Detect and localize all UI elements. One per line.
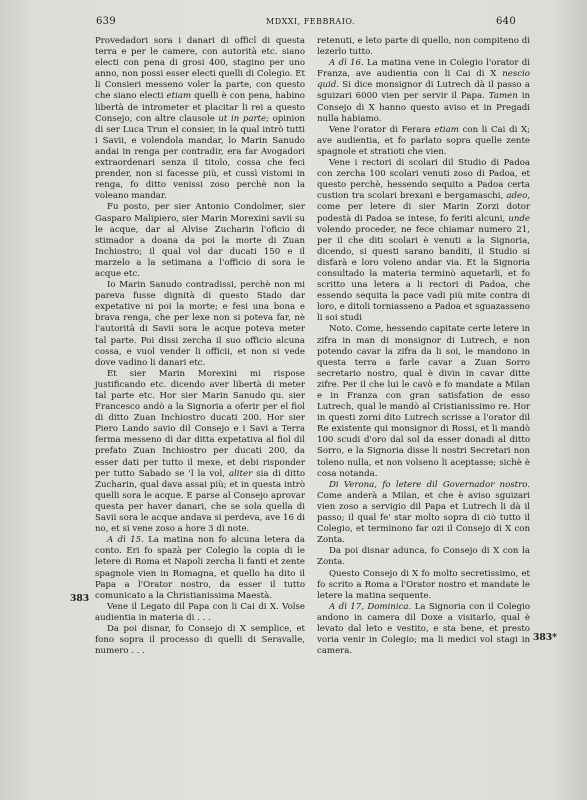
italic-text: Di Verona, fo letere dil Governador nostro. [329,479,530,490]
text-run: come per letere di sier Marin Zorzi dotor podestà di Padoa se intese, fo feriti alcuni, [317,202,530,224]
italic-text: Tamen [488,91,518,102]
margin-note-right: 383* [533,632,557,643]
margin-note-left: 383 [70,593,90,604]
paragraph [95,280,305,369]
paragraph [317,602,530,657]
text-run: Fu posto, per sier Antonio Condolmer, sier Gasparo Malipiero, sier Marin Morexini savii su le acque, dar al Alvise Zucharin l'oficio di stimador a doana da poi la morte di Zuan Inchiostro; il qual vol dar ducati 150 e il marzelo a la setimana a l'officio di sora le acque etc. [95,202,305,279]
italic-text: A dì 17, Dominica. [329,601,412,612]
text-run: Et sier Marin Morexini mi rispose justificando etc. dicendo aver libertà di meter tal parte etc. Hor sier Marin Sanudo qu. sier Francesco andò a la Signoria a oferir per el fiol di ditto Zuan Inchiostro ducati 200. Hor sier Piero Lando savio dil Consejo e i Savi a Terra ferma messeno di dar ditta expetativa al fiol dil prefato Zuan Inchiostro per ducati 200, da esser dati per tutto il mexe, et debi risponder per tutto Sabado se 'l la vol, [95,368,305,479]
text-run: La Signoria con il Colegio andono in camera dil Doxe a visitarlo, qual è levato dal leto e vestito, e sta bene, et presto voria venir in Colegio; ma li medici vol stagi in camera. [317,601,530,657]
text-run: sia di ditto Zucharin, qual dava assai più; et in questa intrò quelli sora le acque. E parse al Consejo aprovar questa per haver danari, che se sola quella di Savii sora le acque andava si perdeva, ave 16 di no, et si vene zoso a hore 3 di note. [95,468,306,535]
italic-text: A dì 15. [107,535,144,546]
paragraph [317,158,530,324]
running-title: MDXXI, FEBBRAIO. [266,17,355,26]
paragraph [95,624,305,657]
italic-text: etiam [434,124,459,135]
text-run: Da poi disnar adunca, fo Consejo di X con la Zonta. [317,546,530,568]
text-run: Si dice monsignor di Lutrech dà il passo a sguizari 6000 vien per servir il Papa. [317,80,530,102]
left-text-column [95,36,305,657]
text-run: Vene i rectori di scolari dil Studio di Padoa con zercha 100 scolari venuti zoso di Padoa, et questo perchè, hessendo sequito a Padoa certa custion tra scolari brexani e bergamaschi, [317,158,530,202]
text-run: Vene l'orator di Ferara [329,124,435,135]
text-run: La matina vene in Colegio l'orator di Franza, ave audientia con li Cai di X [317,58,530,80]
italic-text: etiam [166,91,192,102]
italic-text: adeo, [506,191,530,202]
italic-text: aliter [228,468,253,479]
paragraph [317,125,530,158]
italic-text: nescio quid. [317,69,530,91]
paragraph [317,569,530,602]
page-number-right: 640 [496,16,516,27]
text-run: volendo proceder, ne fece chiamar numero 21, per il che diti scolari è venuti a la Signoria, dicendo, si questi sarano banditi, il Studio si disfarà e loro voleno andar via. Et la Signoria consultado la materia terminò aquetarli, et fo scritto una letera a li rectori di Padoa, che essendo sequita la pace vadi più mite contra di loro, e ditoli torniasseno a Padoa et sguazasseno li soi studi [317,224,530,324]
running-header [96,16,516,30]
paragraph [317,36,530,58]
italic-text: ut in parte; [218,113,269,124]
paragraph [317,58,530,125]
text-run: Io Marin Sanudo contradissi, perchè non mi pareva fusse dignità di questo Stado dar expetative ni poi la morte; e fesi una bona e brava renga, che per lexe non si poteva far, nè l'autorità di Savii sora le acque poteva meter tal parte. Poi dissi zercha il suo officio alcuna cossa, e vuol vender li officii, et non si vede dove vadino li danari etc. [95,280,305,368]
text-run: retenuti, e leto parte di quello, non compiteno di lezerlo tutto. [317,36,530,58]
paragraph [317,480,530,547]
text-run: Questo Consejo di X fo molto secretissimo, et fo scrito a Roma a l'Orator nostro et mandate le letere la matina sequente. [317,568,530,601]
text-run: quelli è con pena, habino libertà de intrometer et placitar li rei a questo Consejo, con altre clausole [95,91,305,124]
text-run: Noto. Come, hessendo capitate certe letere in zifra in man di monsignor di Lutrech, e non potendo cavar la zifra da li soi, le mandono in questa terra a farle cavar a Zuan Sorro secretario nostro, qual è divin in cavar ditte zifre. Per il che lui le cavò e fo mandate a Milan e in Franza con gran satisfation de esso Lutrech, qual le mandò al Cristianissimo re. Hor in questi zorni dito Lutrech scrisse a l'orator dil Re existente qui monsignor di Rossi, et li mandò 100 scudi d'oro dal sol da esser donadi al ditto Sorro, e la Signoria disse li nostri Secretari non toleno nulla, et non volseno li aceptasse; sichè è cosa notanda. [317,324,530,479]
text-run: opinion di ser Luca Trun el consier, in la qual intrò tutti i Savii, e volendola mandar, lo Marin Sanudo andai in renga per contradir, era far Avogadori extraordenari senza il titolo, cossa che feci prender, non si facesse più, et cussì vistomi in renga, fo ditto venissi zoso perchè non la voleano mandar. [95,113,305,202]
text-run: Da poi disnar, fo Consejo di X semplice, et fono sopra il processo di quelli di Seravalle, numero . . . [95,623,305,657]
text-run: in Consejo di X hanno questo aviso et in Pregadi nulla habiamo. [317,91,530,124]
paragraph [95,36,305,202]
right-text-column [317,36,530,657]
paragraph [95,369,305,535]
paragraph [95,602,305,624]
text-run: con li Cai di X; ave audientia, et fo parlato sopra quelle zente spagnole et stratioti che vien. [317,124,531,157]
page-number-left: 639 [96,16,116,27]
italic-text: unde [508,213,530,224]
paragraph [317,546,530,568]
paragraph [95,535,305,602]
text-run: Come anderà a Milan, et che è aviso sguizari vien zoso a servigio dil Papa et Lutrech li dà il passo; il qual fe' star molto sopra di ciò tutto il Colegio, et terminono far ozi il Consejo di X con Zonta. [317,490,530,546]
italic-text: A dì 16. [329,58,364,69]
paragraph [95,202,305,280]
text-run: La matina non fo alcuna letera da conto. Eri fo spazà per Colegio la copia di le letere di Roma et Napoli zercha li fanti et zente spagnole vien in Romagna, et quello ha dito il Papa a l'Orator nostro, da esser il tutto comunicato a la Christianissima Maestà. [95,535,305,601]
text-run: Provedadori sora i danari di officî di questa terra e per le camere, con autorità etc. siano electi con pena di grosi 400, stagino per uno anno, non possi esser electi quelli di Colegio. Et li Consieri messeno voler la parte, con questo che siano electi [95,36,305,102]
paragraph [317,324,530,479]
text-run: Vene il Legato dil Papa con li Cai di X. Volse audientia in materia di . . . [95,601,305,623]
